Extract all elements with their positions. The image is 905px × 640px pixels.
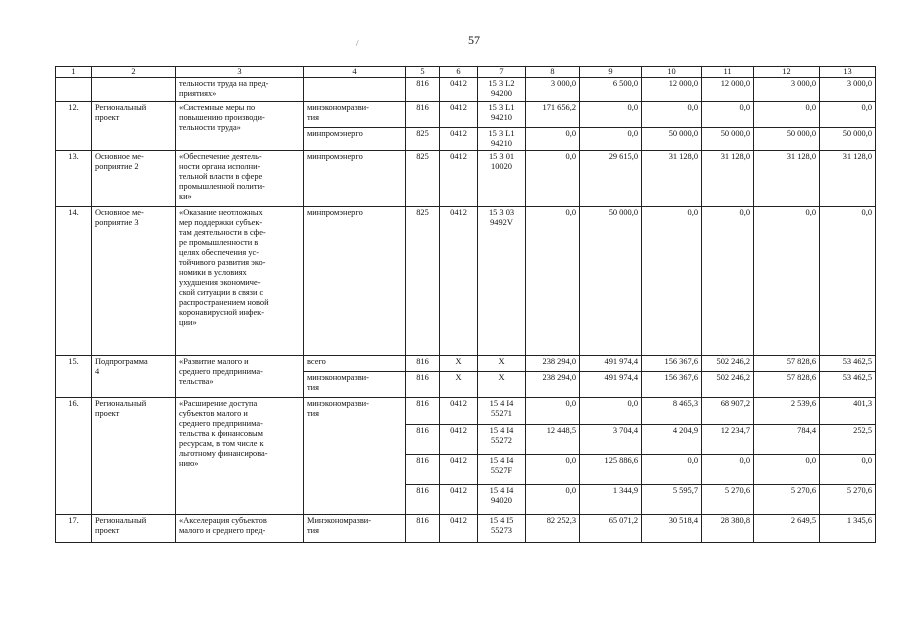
page-number: 57 (468, 33, 480, 47)
section-code-cell: 0412 (440, 398, 478, 425)
column-header: 6 (440, 67, 478, 78)
target-article-cell: 15 4 I5 55273 (478, 515, 526, 543)
executor-cell: минэкономразви- тия (304, 372, 406, 398)
grbs-code-cell: 825 (406, 207, 440, 356)
amount-cell: 0,0 (702, 102, 754, 128)
target-article-cell: 15 3 03 9492V (478, 207, 526, 356)
amount-cell: 30 518,4 (642, 515, 702, 543)
target-article-cell: 15 3 L2 94200 (478, 78, 526, 102)
item-type-cell: Основное ме- роприятие 3 (92, 207, 176, 356)
grbs-code-cell: 816 (406, 515, 440, 543)
amount-cell: 5 270,6 (820, 485, 876, 515)
amount-cell: 0,0 (526, 485, 580, 515)
amount-cell: 2 649,5 (754, 515, 820, 543)
item-name-cell: «Обеспечение деятель- ности органа исполни- тельной власти в сфере промышленной полити- ки» (176, 151, 304, 207)
amount-cell: 28 380,8 (702, 515, 754, 543)
amount-cell: 53 462,5 (820, 356, 876, 372)
amount-cell: 0,0 (526, 128, 580, 151)
target-article-cell: 15 3 01 10020 (478, 151, 526, 207)
item-name-cell: «Системные меры по повышению производи- тельности труда» (176, 102, 304, 151)
amount-cell: 125 886,6 (580, 455, 642, 485)
amount-cell: 0,0 (754, 455, 820, 485)
item-name-cell: тельности труда на пред- приятиях» (176, 78, 304, 102)
amount-cell: 65 071,2 (580, 515, 642, 543)
column-header: 7 (478, 67, 526, 78)
grbs-code-cell: 816 (406, 425, 440, 455)
amount-cell: 50 000,0 (580, 207, 642, 356)
column-header: 10 (642, 67, 702, 78)
grbs-code-cell: 825 (406, 128, 440, 151)
amount-cell: 31 128,0 (702, 151, 754, 207)
executor-cell: Минэкономразви- тия (304, 515, 406, 543)
amount-cell: 0,0 (642, 455, 702, 485)
table-row (56, 207, 876, 356)
column-header: 13 (820, 67, 876, 78)
target-article-cell: 15 4 I4 5527F (478, 455, 526, 485)
amount-cell: 6 500,0 (580, 78, 642, 102)
target-article-cell: 15 4 I4 55271 (478, 398, 526, 425)
amount-cell: 0,0 (754, 102, 820, 128)
amount-cell: 0,0 (702, 455, 754, 485)
table-body (56, 78, 876, 543)
item-type-cell: Основное ме- роприятие 2 (92, 151, 176, 207)
amount-cell: 0,0 (642, 102, 702, 128)
executor-cell: минэкономразви- тия (304, 398, 406, 515)
amount-cell: 57 828,6 (754, 372, 820, 398)
amount-cell: 31 128,0 (642, 151, 702, 207)
table-row (56, 102, 876, 128)
amount-cell: 0,0 (820, 455, 876, 485)
amount-cell: 238 294,0 (526, 372, 580, 398)
amount-cell: 0,0 (526, 207, 580, 356)
header-row (56, 67, 876, 78)
item-name-cell: «Оказание неотложных мер поддержки субъек- там деятельности в сфе- ре промышленности в целях обеспечения ус- тойчивого развития эко- номики в условиях ухудшения экономиче- ской ситуации в связи с распространением новой коронавирусной инфек- ции» (176, 207, 304, 356)
amount-cell: 68 907,2 (702, 398, 754, 425)
item-type-cell: Региональный проект (92, 102, 176, 151)
column-header: 1 (56, 67, 92, 78)
executor-cell: минпромэнерго (304, 128, 406, 151)
budget-table (55, 66, 876, 543)
amount-cell: 3 704,4 (580, 425, 642, 455)
amount-cell: 1 345,6 (820, 515, 876, 543)
amount-cell: 0,0 (820, 207, 876, 356)
amount-cell: 502 246,2 (702, 372, 754, 398)
item-type-cell (92, 78, 176, 102)
target-article-cell: 15 4 I4 55272 (478, 425, 526, 455)
row-number-cell (56, 78, 92, 102)
amount-cell: 0,0 (642, 207, 702, 356)
amount-cell: 29 615,0 (580, 151, 642, 207)
amount-cell: 0,0 (580, 128, 642, 151)
item-type-cell: Региональный проект (92, 515, 176, 543)
grbs-code-cell: 816 (406, 356, 440, 372)
amount-cell: 12 448,5 (526, 425, 580, 455)
table-row (56, 151, 876, 207)
column-header: 2 (92, 67, 176, 78)
row-number-cell: 14. (56, 207, 92, 356)
amount-cell: 31 128,0 (754, 151, 820, 207)
amount-cell: 82 252,3 (526, 515, 580, 543)
amount-cell: 1 344,9 (580, 485, 642, 515)
row-number-cell: 16. (56, 398, 92, 515)
section-code-cell: X (440, 356, 478, 372)
amount-cell: 0,0 (580, 102, 642, 128)
amount-cell: 2 539,6 (754, 398, 820, 425)
amount-cell: 0,0 (754, 207, 820, 356)
item-type-cell: Региональный проект (92, 398, 176, 515)
amount-cell: 0,0 (526, 455, 580, 485)
section-code-cell: 0412 (440, 207, 478, 356)
amount-cell: 57 828,6 (754, 356, 820, 372)
target-article-cell: 15 3 L1 94210 (478, 128, 526, 151)
scan-mark: \ (353, 38, 362, 48)
column-header: 11 (702, 67, 754, 78)
grbs-code-cell: 816 (406, 485, 440, 515)
amount-cell: 491 974,4 (580, 372, 642, 398)
target-article-cell: X (478, 356, 526, 372)
section-code-cell: 0412 (440, 515, 478, 543)
amount-cell: 5 270,6 (702, 485, 754, 515)
amount-cell: 31 128,0 (820, 151, 876, 207)
amount-cell: 50 000,0 (702, 128, 754, 151)
grbs-code-cell: 816 (406, 78, 440, 102)
amount-cell: 0,0 (580, 398, 642, 425)
column-header: 9 (580, 67, 642, 78)
amount-cell: 156 367,6 (642, 372, 702, 398)
amount-cell: 4 204,9 (642, 425, 702, 455)
amount-cell: 171 656,2 (526, 102, 580, 128)
table-row (56, 356, 876, 372)
column-header: 8 (526, 67, 580, 78)
section-code-cell: 0412 (440, 151, 478, 207)
amount-cell: 50 000,0 (820, 128, 876, 151)
executor-cell: минпромэнерго (304, 151, 406, 207)
grbs-code-cell: 816 (406, 398, 440, 425)
amount-cell: 0,0 (526, 398, 580, 425)
table-row (56, 515, 876, 543)
amount-cell: 5 595,7 (642, 485, 702, 515)
amount-cell: 50 000,0 (642, 128, 702, 151)
amount-cell: 3 000,0 (754, 78, 820, 102)
target-article-cell: 15 4 I4 94020 (478, 485, 526, 515)
section-code-cell: X (440, 372, 478, 398)
section-code-cell: 0412 (440, 425, 478, 455)
amount-cell: 8 465,3 (642, 398, 702, 425)
executor-cell: минэкономразви- тия (304, 102, 406, 128)
row-number-cell: 17. (56, 515, 92, 543)
amount-cell: 3 000,0 (820, 78, 876, 102)
table-row (56, 78, 876, 102)
item-name-cell: «Развитие малого и среднего предпринима- тельства» (176, 356, 304, 398)
section-code-cell: 0412 (440, 455, 478, 485)
section-code-cell: 0412 (440, 485, 478, 515)
amount-cell: 0,0 (702, 207, 754, 356)
amount-cell: 156 367,6 (642, 356, 702, 372)
grbs-code-cell: 825 (406, 151, 440, 207)
executor-cell (304, 78, 406, 102)
section-code-cell: 0412 (440, 128, 478, 151)
item-name-cell: «Акселерация субъектов малого и среднего пред- (176, 515, 304, 543)
amount-cell: 401,3 (820, 398, 876, 425)
table-row (56, 398, 876, 425)
column-header: 3 (176, 67, 304, 78)
row-number-cell: 12. (56, 102, 92, 151)
amount-cell: 12 000,0 (642, 78, 702, 102)
amount-cell: 3 000,0 (526, 78, 580, 102)
executor-cell: минпромэнерго (304, 207, 406, 356)
amount-cell: 238 294,0 (526, 356, 580, 372)
target-article-cell: 15 3 L1 94210 (478, 102, 526, 128)
grbs-code-cell: 816 (406, 455, 440, 485)
section-code-cell: 0412 (440, 102, 478, 128)
amount-cell: 5 270,6 (754, 485, 820, 515)
amount-cell: 252,5 (820, 425, 876, 455)
target-article-cell: X (478, 372, 526, 398)
column-header: 4 (304, 67, 406, 78)
amount-cell: 50 000,0 (754, 128, 820, 151)
amount-cell: 502 246,2 (702, 356, 754, 372)
grbs-code-cell: 816 (406, 102, 440, 128)
executor-cell: всего (304, 356, 406, 372)
row-number-cell: 13. (56, 151, 92, 207)
amount-cell: 12 000,0 (702, 78, 754, 102)
amount-cell: 53 462,5 (820, 372, 876, 398)
amount-cell: 0,0 (526, 151, 580, 207)
amount-cell: 491 974,4 (580, 356, 642, 372)
item-type-cell: Подпрограмма 4 (92, 356, 176, 398)
column-header: 12 (754, 67, 820, 78)
amount-cell: 12 234,7 (702, 425, 754, 455)
item-name-cell: «Расширение доступа субъектов малого и среднего предпринима- тельства к финансовым ресурсам, в том числе к льготному финансирова- нию» (176, 398, 304, 515)
amount-cell: 784,4 (754, 425, 820, 455)
column-header: 5 (406, 67, 440, 78)
amount-cell: 0,0 (820, 102, 876, 128)
grbs-code-cell: 816 (406, 372, 440, 398)
section-code-cell: 0412 (440, 78, 478, 102)
row-number-cell: 15. (56, 356, 92, 398)
